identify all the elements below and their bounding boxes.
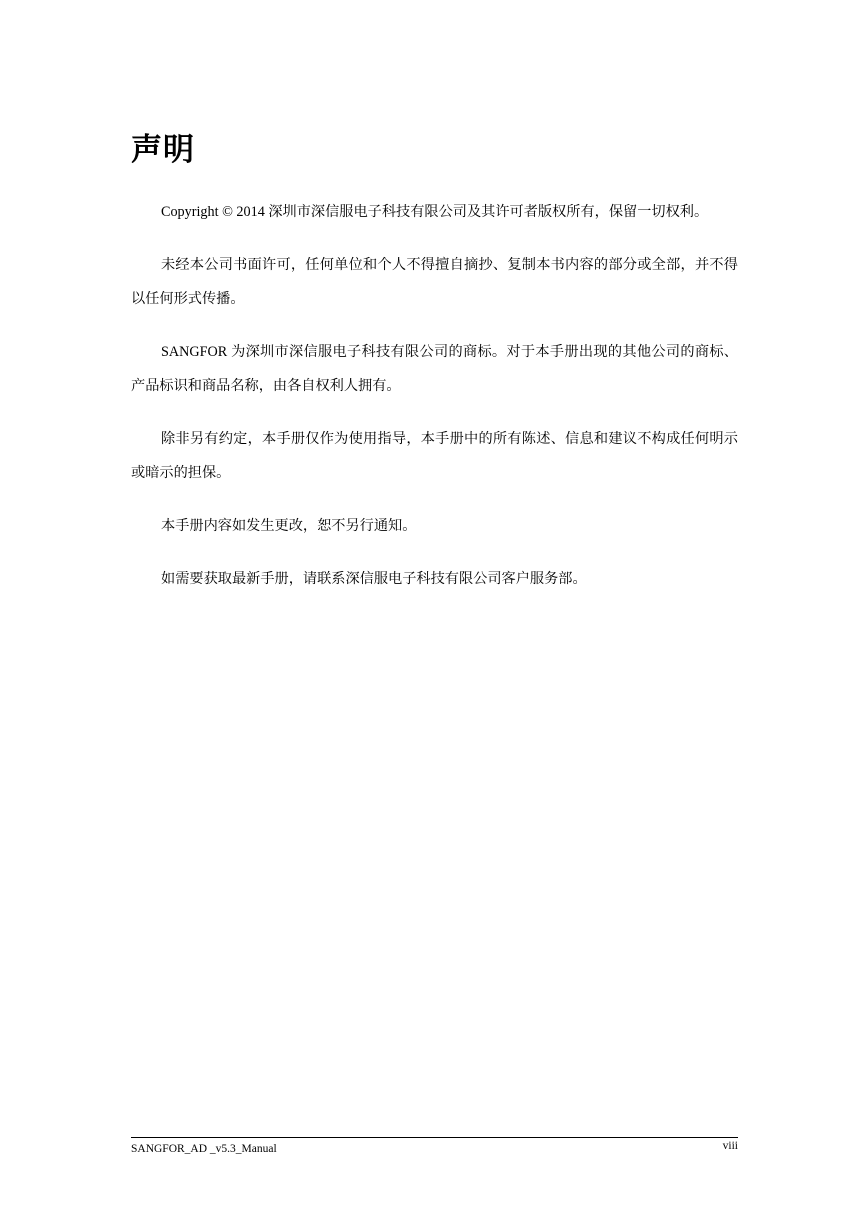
- statement-body: [131, 195, 738, 615]
- footer-document-name: SANGFOR_AD _v5.3_Manual: [131, 1143, 277, 1155]
- trademark-paragraph: SANGFOR 为深圳市深信服电子科技有限公司的商标。对于本手册出现的其他公司的商标、产品标识和商品名称，由各自权利人拥有。: [131, 344, 738, 394]
- page-title: 声明: [131, 132, 195, 168]
- footer-divider: [131, 1137, 738, 1138]
- contact-paragraph: 如需要获取最新手册，请联系深信服电子科技有限公司客户服务部。: [161, 571, 587, 587]
- footer-page-number: viii: [722, 1140, 738, 1152]
- copyright-paragraph: Copyright © 2014 深圳市深信服电子科技有限公司及其许可者版权所有，保留一切权利。: [161, 204, 709, 220]
- reproduction-paragraph: 未经本公司书面许可，任何单位和个人不得擅自摘抄、复制本书内容的部分或全部，并不得以任何形式传播。: [131, 257, 738, 307]
- disclaimer-paragraph: 除非另有约定，本手册仅作为使用指导，本手册中的所有陈述、信息和建议不构成任何明示或暗示的担保。: [131, 431, 738, 481]
- change-notice-paragraph: 本手册内容如发生更改，恕不另行通知。: [161, 518, 417, 534]
